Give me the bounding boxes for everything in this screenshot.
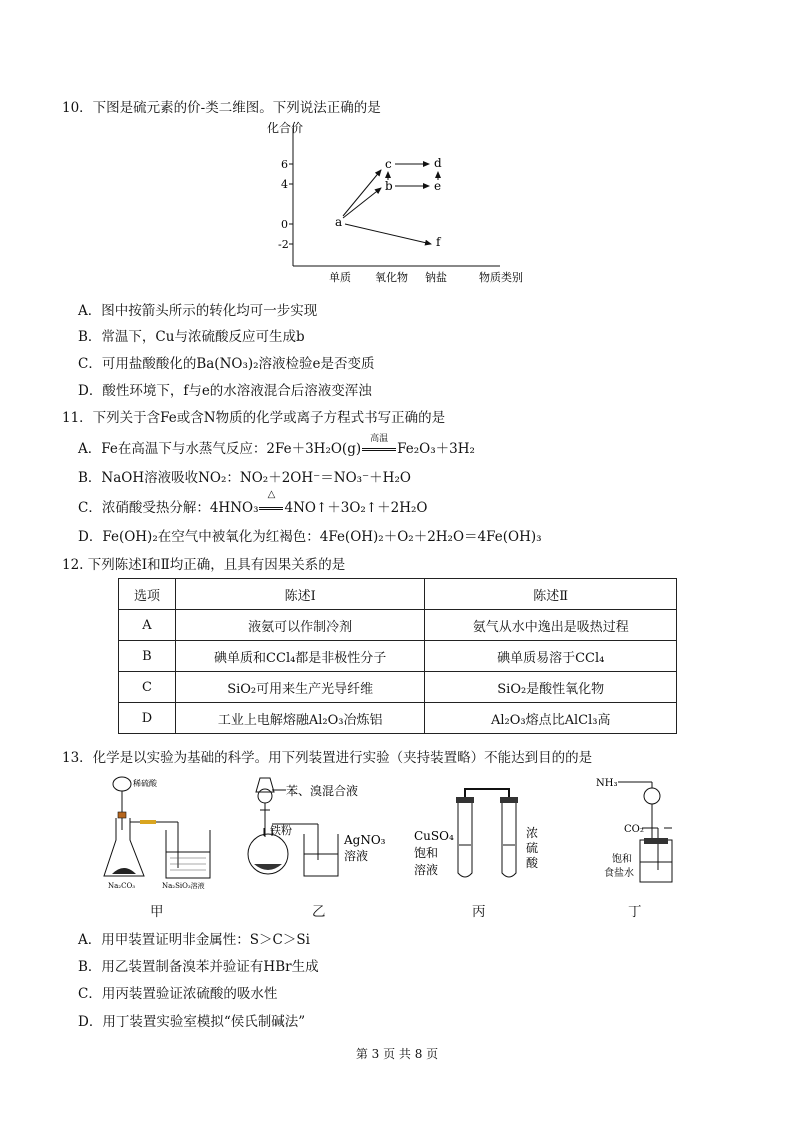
bing-left-label-1: CuSO₄ [414, 829, 454, 843]
bing-left-label-3: 溶液 [414, 863, 439, 877]
table-row [119, 641, 677, 672]
apparatus-bing-label: 丙 [472, 904, 486, 920]
table-cell: D [119, 703, 176, 734]
q10-stem: 10．下图是硫元素的价-类二维图。下列说法正确的是 [62, 100, 381, 116]
q11-option-b: B．NaOH溶液吸收NO₂：NO₂＋2OH⁻＝NO₃⁻＋H₂O [78, 470, 411, 486]
q10-option-b: B．常温下，Cu与浓硫酸反应可生成b [78, 329, 305, 345]
arrow-a-f [345, 224, 431, 244]
table-cell: 工业上电解熔融Al₂O₃冶炼铝 [175, 703, 425, 734]
jia-flask-label: Na₂CO₃ [108, 882, 136, 890]
ytick-4: 4 [281, 178, 288, 191]
q11-stem: 11．下列关于含Fe或含N物质的化学或离子方程式书写正确的是 [62, 410, 446, 426]
q11-option-c [78, 489, 428, 516]
table-cell: 碘单质和CCl₄都是非极性分子 [175, 641, 425, 672]
table-cell: Al₂O₃熔点比AlCl₃高 [425, 703, 677, 734]
apparatus-jia [100, 770, 230, 895]
bing-left-label-2: 饱和 [414, 846, 439, 860]
table-row [119, 672, 677, 703]
valence-class-chart [255, 118, 555, 288]
xtick-class: 物质类别 [479, 271, 523, 284]
q13-option-d: D．用丁装置实验室模拟“侯氏制碱法” [78, 1014, 306, 1030]
yi-flask-label: 铁粉 [270, 824, 292, 837]
yi-beaker-label-1: AgNO₃ [344, 833, 386, 847]
table-row [119, 703, 677, 734]
ytick-0: 0 [281, 218, 288, 231]
yi-beaker-label-2: 溶液 [344, 849, 369, 863]
q11-c-condition: △ [258, 500, 284, 516]
q13-option-b: B．用乙装置制备溴苯并验证有HBr生成 [78, 959, 319, 975]
jia-beaker-label: Na₂SiO₃溶液 [162, 882, 205, 890]
table-header-row [119, 579, 677, 610]
q11-a-condition: 高温 [361, 441, 397, 457]
q10-option-a: A．图中按箭头所示的转化均可一步实现 [78, 303, 318, 319]
header-option: 选项 [119, 579, 176, 610]
apparatus-ding-label: 丁 [628, 904, 642, 920]
q13-option-c: C．用丙装置验证浓硫酸的吸水性 [78, 986, 278, 1002]
xtick-oxide: 氧化物 [375, 271, 408, 284]
q10-option-d: D．酸性环境下，f与e的水溶液混合后溶液变浑浊 [78, 383, 372, 399]
y-axis-label: 化合价 [267, 121, 304, 135]
xtick-salt: 钠盐 [425, 271, 447, 284]
ytick-6: 6 [281, 158, 288, 171]
jia-acid-label: 稀硫酸 [133, 779, 157, 788]
table-cell: 液氨可以作制冷剂 [175, 610, 425, 641]
table-row [119, 610, 677, 641]
q11-a-label: A．Fe在高温下与水蒸气反应： [78, 441, 267, 457]
bing-right-label-3: 酸 [526, 856, 539, 870]
q11-a-left: 2Fe＋3H₂O(g) [266, 441, 362, 457]
q13-stem: 13．化学是以实验为基础的科学。用下列装置进行实验（夹持装置略）不能达到目的的是 [62, 750, 593, 766]
table-cell: 碘单质易溶于CCl₄ [425, 641, 677, 672]
q11-option-a [78, 434, 475, 457]
q12-table [118, 578, 677, 734]
apparatus-yi-label: 乙 [312, 904, 326, 920]
ding-gas-label-2: CO₂ [624, 824, 644, 835]
table-cell: B [119, 641, 176, 672]
point-f: f [436, 235, 441, 249]
xtick-elem: 单质 [329, 271, 351, 284]
header-statement-2: 陈述Ⅱ [425, 579, 677, 610]
ytick-neg2: -2 [278, 238, 289, 251]
q11-option-d: D．Fe(OH)₂在空气中被氧化为红褐色：4Fe(OH)₂＋O₂＋2H₂O＝4Fe(OH)₃ [78, 529, 542, 545]
table-cell: SiO₂可用来生产光导纤维 [175, 672, 425, 703]
page-footer: 第 3 页 共 8 页 [355, 1047, 439, 1061]
apparatus-jia-label: 甲 [150, 904, 164, 920]
yi-funnel-label: 苯、溴混合液 [286, 784, 359, 798]
point-a: a [335, 215, 343, 229]
table-cell: A [119, 610, 176, 641]
point-b: b [385, 179, 393, 193]
point-d: d [434, 156, 442, 170]
apparatus-yi [240, 772, 410, 887]
bing-right-label-1: 浓 [526, 826, 539, 840]
apparatus-bing [410, 785, 560, 890]
table-cell: 氨气从水中逸出是吸热过程 [425, 610, 677, 641]
table-cell: SiO₂是酸性氧化物 [425, 672, 677, 703]
q13-option-a: A．用甲装置证明非金属性：S＞C＞Si [78, 932, 310, 948]
q12-stem: 12. 下列陈述Ⅰ和Ⅱ均正确，且具有因果关系的是 [62, 557, 346, 573]
table-cell: C [119, 672, 176, 703]
q10-option-c: C．可用盐酸酸化的Ba(NO₃)₂溶液检验e是否变质 [78, 356, 375, 372]
q11-c-right: 4NO↑＋3O₂↑＋2H₂O [284, 500, 428, 516]
header-statement-1: 陈述Ⅰ [175, 579, 425, 610]
ding-liquid-label-1: 饱和 [612, 854, 632, 865]
q11-a-right: Fe₂O₃＋3H₂ [397, 441, 475, 457]
ding-gas-label-1: NH₃ [596, 778, 618, 789]
apparatus-ding [590, 766, 710, 891]
point-c: c [385, 157, 392, 171]
bing-right-label-2: 硫 [526, 841, 539, 855]
q11-c-label: C．浓硝酸受热分解：4HNO₃ [78, 500, 259, 516]
point-e: e [434, 179, 442, 193]
ding-liquid-label-2: 食盐水 [604, 868, 634, 879]
